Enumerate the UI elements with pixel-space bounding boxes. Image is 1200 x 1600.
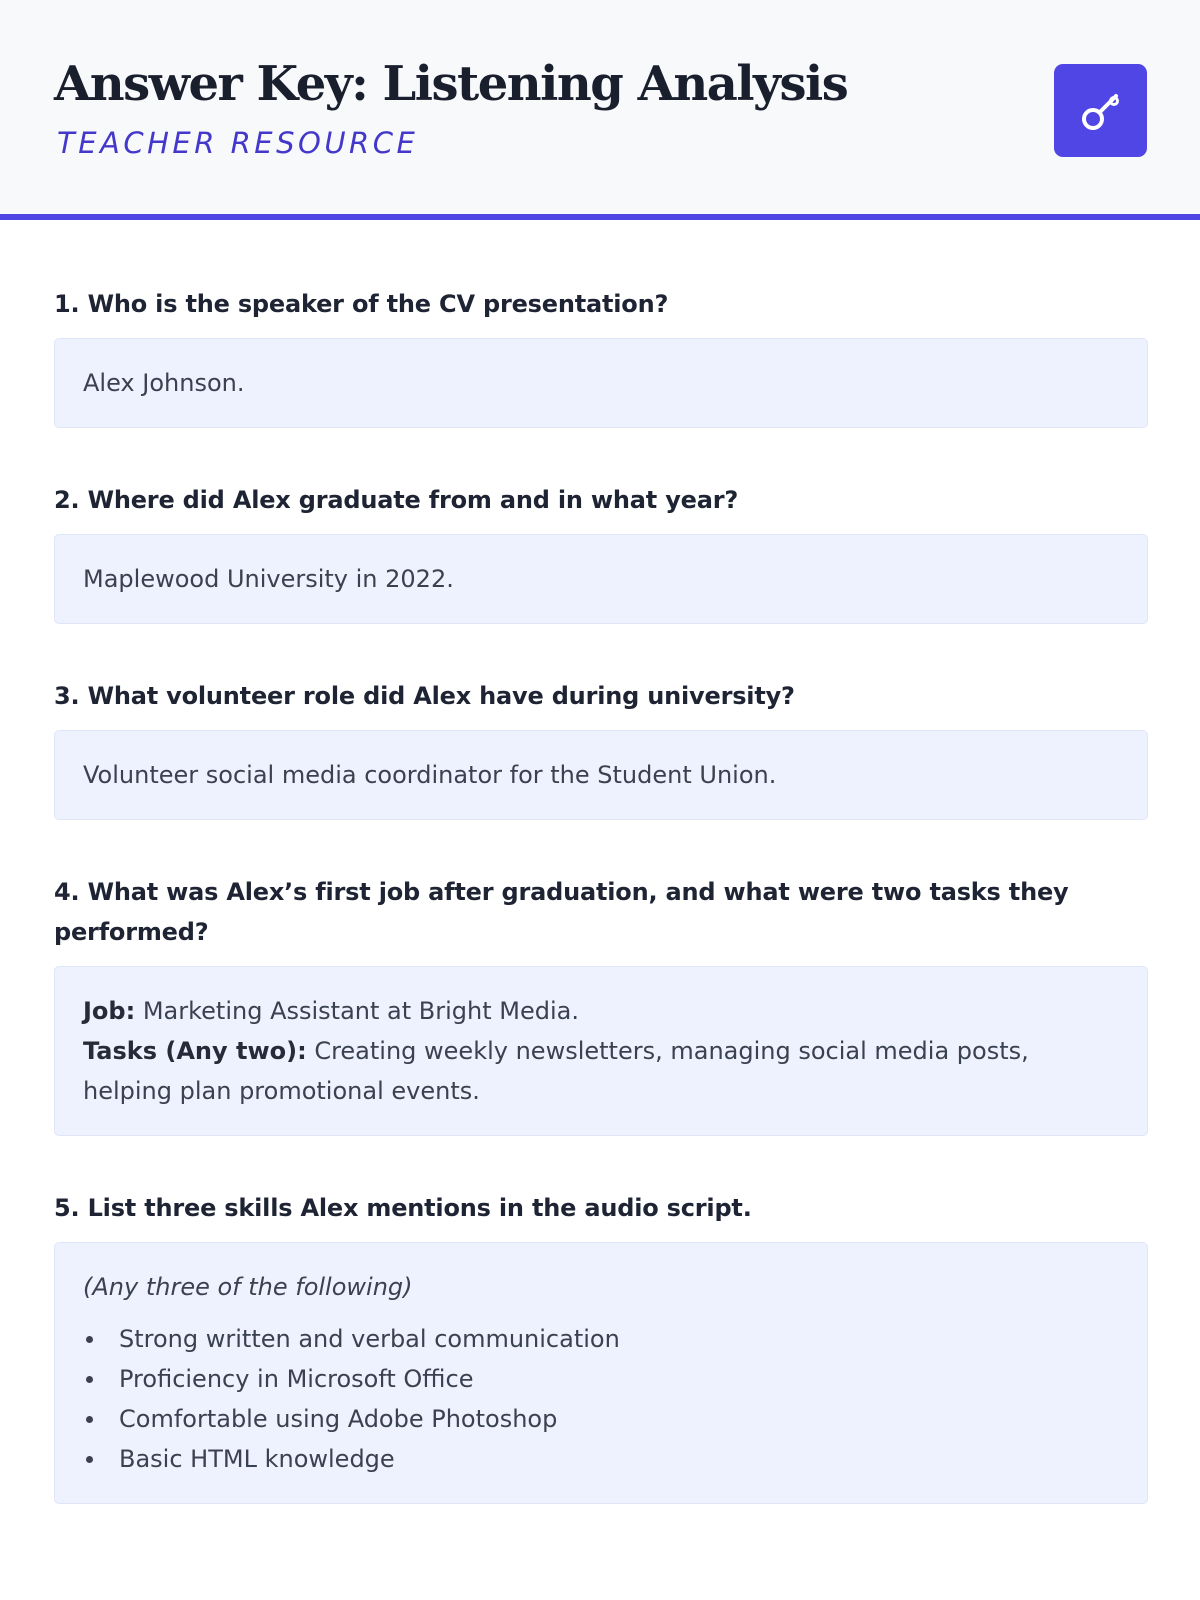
- answer-box: [54, 338, 1148, 428]
- answer-key-list: [54, 284, 1148, 1556]
- answer-box: [54, 534, 1148, 624]
- question-item: [54, 480, 1148, 624]
- question-text: 1. Who is the speaker of the CV presentation?: [54, 290, 669, 318]
- question-text: 2. Where did Alex graduate from and in what year?: [54, 486, 739, 514]
- answer-text: Alex Johnson.: [83, 369, 245, 397]
- question-item: [54, 1188, 1148, 1504]
- job-value: Marketing Assistant at Bright Media.: [135, 997, 579, 1025]
- tasks-value: Creating weekly newsletters, managing social media posts, helping plan promotional events.: [83, 1037, 1029, 1105]
- job-label: Job:: [83, 997, 136, 1025]
- tasks-answer: [83, 1031, 1119, 1111]
- page-subtitle: TEACHER RESOURCE: [57, 126, 419, 160]
- question-item: [54, 872, 1148, 1136]
- question-item: [54, 676, 1148, 820]
- question-text: 5. List three skills Alex mentions in the audio script.: [54, 1194, 752, 1222]
- question-item: [54, 284, 1148, 428]
- answer-box: [54, 730, 1148, 820]
- key-icon: [1071, 81, 1131, 141]
- list-item: Proficiency in Microsoft Office: [83, 1359, 1119, 1399]
- page-header: [0, 0, 1200, 220]
- tasks-label: Tasks (Any two):: [83, 1037, 307, 1065]
- question-text: 3. What volunteer role did Alex have during university?: [54, 682, 795, 710]
- question-text: 4. What was Alex’s first job after graduation, and what were two tasks they performed?: [54, 878, 1069, 946]
- answer-box: [54, 1242, 1148, 1504]
- job-answer: [83, 991, 1119, 1031]
- list-item: Strong written and verbal communication: [83, 1319, 1119, 1359]
- key-badge: [1054, 64, 1147, 157]
- page-title: Answer Key: Listening Analysis: [54, 56, 848, 112]
- answer-note: (Any three of the following): [83, 1273, 413, 1301]
- answer-box: [54, 966, 1148, 1136]
- answer-text: Volunteer social media coordinator for the Student Union.: [83, 761, 777, 789]
- list-item: Basic HTML knowledge: [83, 1439, 1119, 1479]
- answer-text: Maplewood University in 2022.: [83, 565, 454, 593]
- list-item: Comfortable using Adobe Photoshop: [83, 1399, 1119, 1439]
- skills-list: [83, 1319, 1119, 1479]
